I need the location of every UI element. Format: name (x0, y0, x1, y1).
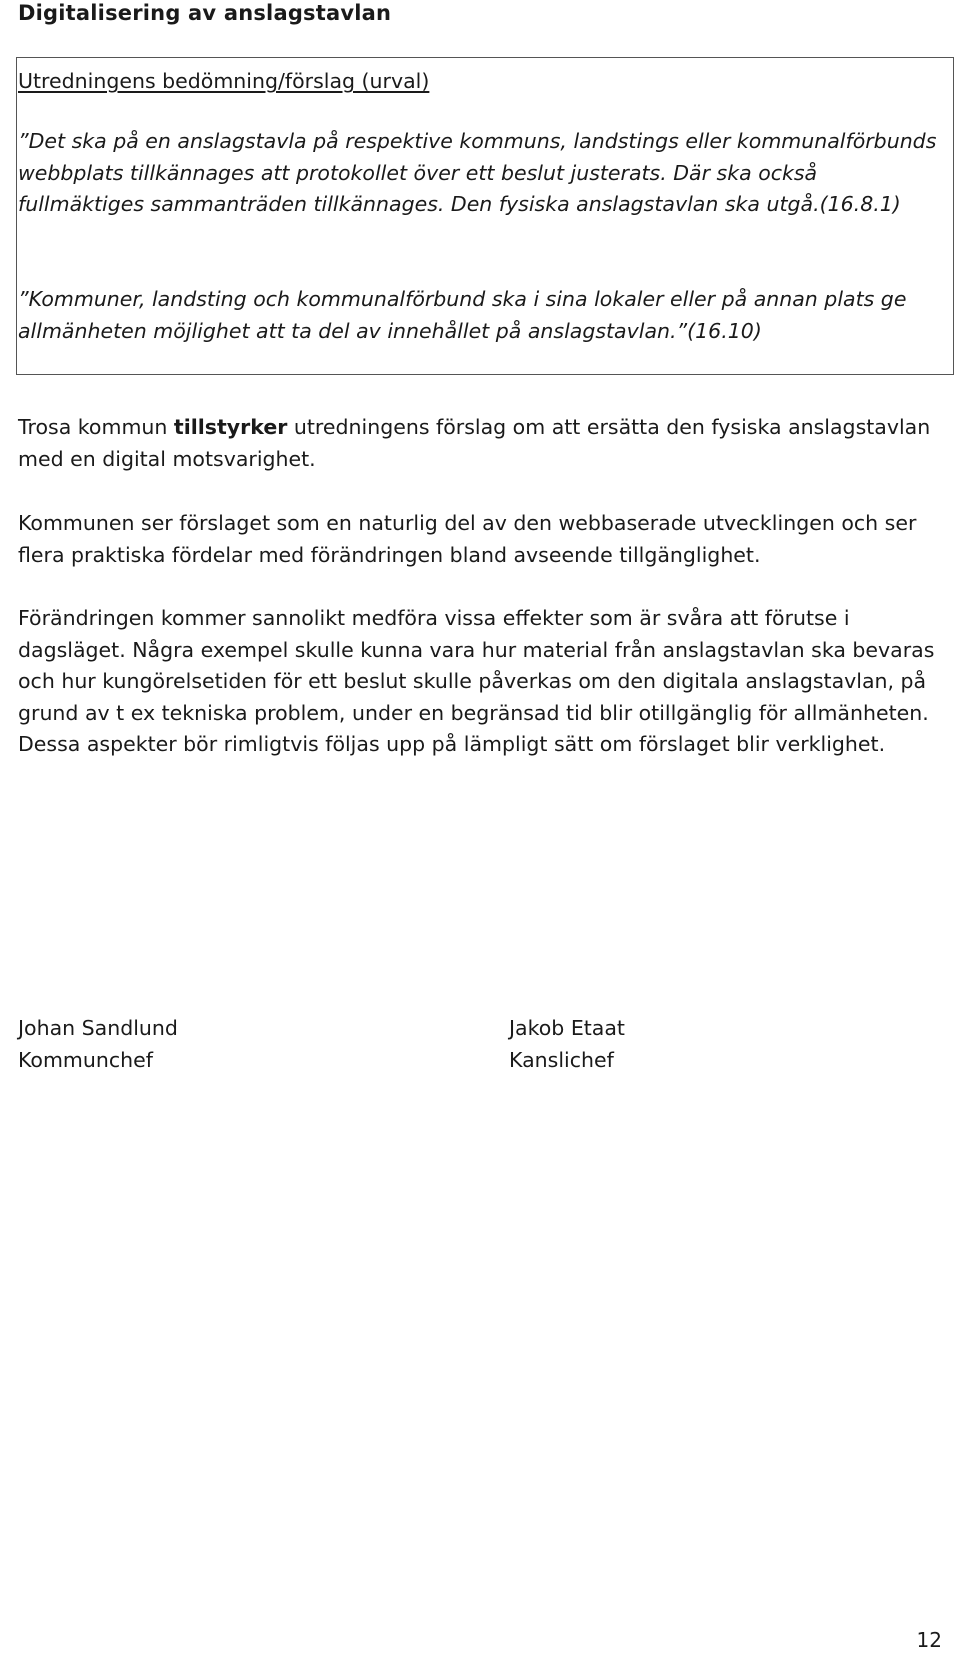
statement-paragraph (18, 412, 948, 475)
signatory-role: Kanslichef (509, 1048, 614, 1072)
statement-verdict: tillstyrker (173, 415, 288, 439)
signatory-name: Johan Sandlund (18, 1016, 178, 1040)
statement-text-before: Trosa kommun (18, 415, 174, 439)
page-title: Digitalisering av anslagstavlan (18, 1, 392, 25)
signatory-left (18, 1012, 178, 1076)
signatory-role: Kommunchef (18, 1048, 153, 1072)
statement-text-after: utredningens förslag om att ersätta den fysiska anslagstavlan med en digital motsvarighet. (18, 415, 931, 471)
page-number: 12 (916, 1628, 942, 1652)
benefits-paragraph: Kommunen ser förslaget som en naturlig del av den webbaserade utvecklingen och ser flera praktiska fördelar med förändringen bland avseende tillgänglighet. (18, 511, 917, 567)
signatory-right (509, 1012, 625, 1076)
proposal-quote-1: ”Det ska på en anslagstavla på respektive kommuns, landstings eller kommunalförbunds webbplats tillkännages att protokollet över ett beslut justerats. Där ska också fullmäktiges sammanträden tillkännages. Den fysiska anslagstavlan ska utgå.(16.8.1) (18, 129, 937, 216)
proposal-box-heading: Utredningens bedömning/förslag (urval) (18, 69, 430, 93)
signatory-name: Jakob Etaat (509, 1016, 625, 1040)
concerns-paragraph: Förändringen kommer sannolikt medföra vissa effekter som är svåra att förutse i dagsläget. Några exempel skulle kunna vara hur material från anslagstavlan ska bevaras och hur kungörelsetiden för ett beslut skulle påverkas om den digitala anslagstavlan, på grund av t ex tekniska problem, under en begränsad tid blir otillgänglig för allmänheten. Dessa aspekter bör rimligtvis följas upp på lämpligt sätt om förslaget blir verklighet. (18, 606, 935, 756)
proposal-quote-2: ”Kommuner, landsting och kommunalförbund ska i sina lokaler eller på annan plats ge allmänheten möjlighet att ta del av innehållet på anslagstavlan.”(16.10) (18, 287, 907, 343)
